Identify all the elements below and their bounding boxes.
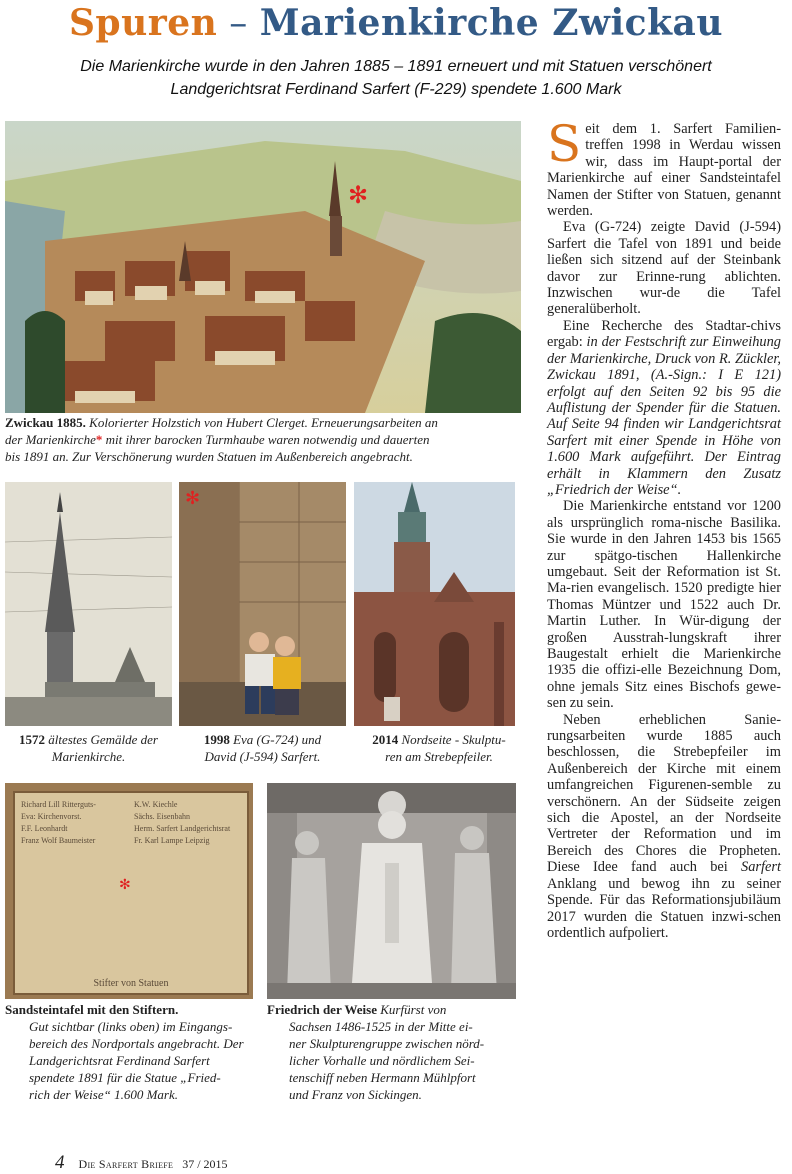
page-title (0, 2, 792, 44)
star-marker-icon: ✻ (119, 877, 131, 893)
main-caption-line-2b: mit ihrer barocken Turmhaube waren notwendig und dauerten (102, 432, 430, 447)
paragraph-3: Eine Recherche des Stadtar-chivs ergab: in der Festschrift zur Einweihung der Marienkirche, Druck von R. Zückler, Zwickau 1891, (A.-Sign.: I E 121) erfolgt auf den Seiten 92 bis 95 die Auflistung der Spender für die Statuen. Auf Seite 94 finden wir Landgerichtsrat Sarfert mit einer Spende in Höhe von 1.600 Mark aufgeführt. Der Eintrag erhält in Klammern den Zusatz „Friedrich der Weise“. (547, 317, 781, 498)
caption-1998-text-1: Eva (G-724) und (229, 732, 322, 747)
caption-1998-year: 1998 (203, 732, 230, 747)
caption-2014-text-1: Nordseite - Skulptu- (398, 732, 506, 747)
caption-friedrich: Friedrich der Weise Kurfürst von Sachsen 1486-1525 in der Mitte ei- ner Skulpturengruppe zwischen nörd- licher Vorhalle und nördlichem Sei- tenschiff neben Hermann Mühlpfort und Franz von Sickingen. (267, 1002, 485, 1102)
caption-plaque-bold: Sandsteintafel mit den Stiftern. (5, 1002, 179, 1017)
title-dash: – (217, 3, 260, 44)
caption-1998 (179, 731, 346, 765)
caption-1572 (5, 731, 172, 765)
caption-1572-text-1: ältestes Gemälde der (44, 732, 158, 747)
main-caption (5, 414, 521, 465)
caption-plaque: Sandsteintafel mit den Stiftern. Gut sichtbar (links oben) im Eingangs- bereich des Nordportals angebracht. Der Landgerichtsrat Ferdinand Sarfert spendete 1891 für die Statue „Fried- rich der Weise“ 1.600 Mark. (5, 1002, 244, 1102)
title-main: Marienkirche Zwickau (259, 2, 724, 44)
star-marker-icon: ✻ (348, 181, 369, 209)
paragraph-4: Die Marienkirche entstand vor 1200 als ursprünglich roma-nische Basilika. Sie wurde in den Jahren 1453 bis 1565 zur spätgo-tischen Hallenkirche umgebaut. Seit der Reformation ist St. Ma-rien evangelisch. 1520 predigte hier Thomas Müntzer und 1522 auch Dr. Martin Luther. In Wür-digung der großen Ausstrah-lungskraft ihrer Baugestalt erhielt die Marienkirche 1935 die offizi-elle Bezeichnung Dom, ohne jemals Sitz eines Bischofs gewe-sen zu sein. (547, 498, 781, 712)
main-caption-bold: Zwickau 1885. (5, 415, 86, 430)
caption-2014-text-2: ren am Strebepfeiler. (385, 749, 493, 764)
page-number: 4 (55, 1152, 65, 1173)
page-footer (55, 1152, 228, 1174)
issue-number: 37 / 2015 (182, 1157, 228, 1171)
caption-friedrich-bold: Friedrich der Weise (267, 1002, 377, 1017)
main-caption-line-3: bis 1891 an. Zur Verschönerung wurden Statuen im Außenbereich angebracht. (5, 449, 413, 464)
main-caption-line-1: Kolorierter Holzstich von Hubert Clerget. Erneuerungsarbeiten an (85, 415, 438, 430)
plaque-names: Richard Lill Ritterguts- Eva: Kirchenvorst. F.F. Leonhardt Franz Wolf Baumeister K.W. Kiechle Sächs. Eisenbahn Herm. Sarfert Landgerichtsrat Fr. Karl Lampe Leipzig (21, 800, 231, 845)
paragraph-2: Eva (G-724) zeigte David (J-594) Sarfert die Tafel von 1891 und beide ließen sich sitzend auf der Steinbank davor zur Erinne-rung ablichten. Inzwischen wur-de die Tafel generalüberholt. (547, 219, 781, 318)
star-marker-text: * (95, 432, 103, 447)
caption-1998-text-2: David (J-594) Sarfert. (204, 749, 321, 764)
sandstone-plaque-photo (5, 783, 253, 999)
zwickau-1885-engraving (5, 121, 521, 413)
painting-1572 (5, 482, 172, 726)
article-body (547, 115, 781, 941)
journal-name: Die Sarfert Briefe (78, 1157, 174, 1171)
main-caption-line-2a: der Marienkirche (5, 432, 96, 447)
caption-1572-text-2: Marienkirche. (51, 749, 126, 764)
photo-2014 (354, 482, 515, 726)
plaque-surface (13, 791, 249, 995)
drop-cap: S (547, 115, 582, 173)
caption-2014 (354, 731, 524, 765)
caption-1572-year: 1572 (18, 732, 45, 747)
subtitle-line-2: Landgerichtsrat Ferdinand Sarfert (F-229) spendete 1.600 Mark (170, 81, 622, 98)
caption-2014-year: 2014 (372, 732, 399, 747)
paragraph-5: Neben erheblichen Sanie-rungsarbeiten wurde 1885 auch beschlossen, die Strebepfeiler im Außenbereich der Kirche mit einem umfangreichen Figurenen-semble zu verschönern. An der Südseite zeigen sich die Apostel, an der Nordseite Vertreter der Reformation und im Bereich des Chores die Propheten. Diese Idee fand auch bei Sarfert Anklang und bewog ihn zu seiner Spende. Für das Reformationsjubiläum 2017 wurden die Statuen inzwi-schen ordentlich aufpoliert. (547, 711, 781, 941)
star-marker-icon: ✻ (185, 488, 201, 509)
friedrich-statue-photo (267, 783, 516, 999)
caption-friedrich-first: Kurfürst von (377, 1002, 447, 1017)
subtitle-line-1: Die Marienkirche wurde in den Jahren 1885 – 1891 erneuert und mit Statuen verschönert (80, 58, 712, 75)
paragraph-1: Seit dem 1. Sarfert Familien-treffen 1998 in Werdau wissen wir, dass im Haupt-portal der Marienkirche auf einer Sandsteintafel Namen der Stifter von Statuen, genannt werden. (547, 115, 781, 220)
plaque-title: Stifter von Statuen (93, 978, 169, 989)
title-accent: Spuren (68, 2, 218, 44)
photo-1998 (179, 482, 346, 726)
